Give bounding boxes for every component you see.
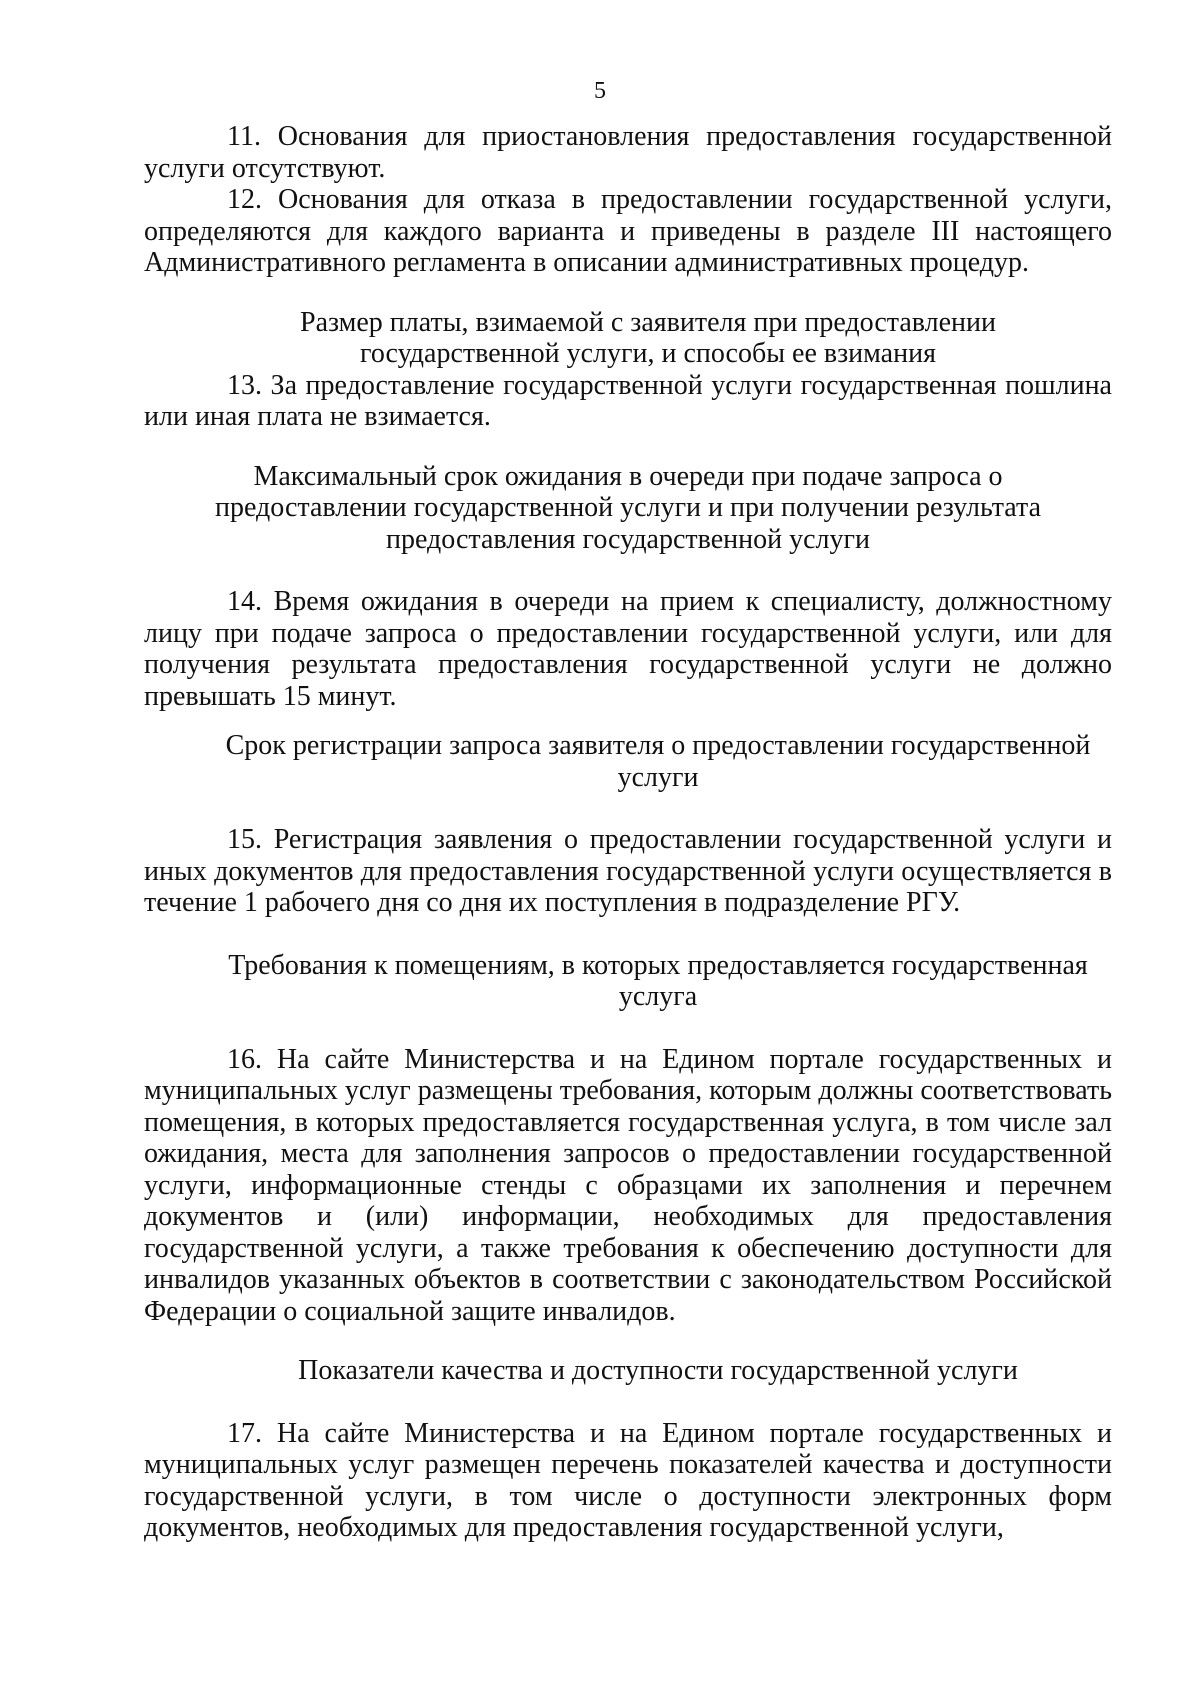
paragraph-15: 15. Регистрация заявления о предоставлении государственной услуги и иных документов для предоставления государственной услуги осуществляется в течение 1 рабочего дня со дня их поступления в подразделение РГУ. [144, 824, 1112, 918]
paragraph-12: 12. Основания для отказа в предоставлении государственной услуги, определяются для каждого варианта и приведены в разделе III настоящего Административного регламента в описании административных процедур. [144, 184, 1112, 278]
paragraph-16: 16. На сайте Министерства и на Едином портале государственных и муниципальных услуг размещены требования, которым должны соответствовать помещения, в которых предоставляется государственная услуга, в том числе зал ожидания, места для заполнения запросов о предоставлении государственной услуги, информационные стенды с образцами их заполнения и перечнем документов и (или) информации, необходимых для предоставления государственной услуги, а также требования к обеспечению доступности для инвалидов указанных объектов в соответствии с законодательством Российской Федерации о социальной защите инвалидов. [144, 1043, 1112, 1327]
paragraph-13: 13. За предоставление государственной услуги государственная пошлина или иная плата не взимается. [144, 369, 1112, 432]
heading-premises: Требования к помещениям, в которых предоставляется государственная услуга [228, 949, 1088, 1012]
paragraph-17: 17. На сайте Министерства и на Едином портале государственных и муниципальных услуг размещен перечень показателей качества и доступности государственной услуги, в том числе о доступности электронных форм документов, необходимых для предоставления государственной услуги, [144, 1417, 1112, 1543]
page-number: 5 [594, 78, 606, 104]
document-body [144, 121, 1112, 1544]
paragraph-14: 14. Время ожидания в очереди на прием к специалисту, должностному лицу при подаче запроса о предоставлении государственной услуги, или для получения результата предоставления государственной услуги не должно превышать 15 минут. [144, 586, 1112, 712]
heading-registration: Срок регистрации запроса заявителя о предоставлении государственной услуги [225, 730, 1091, 793]
heading-queue-time: Максимальный срок ожидания в очереди при подаче запроса о предоставлении государственной услуги и при получении результата предоставления государственной услуги [214, 460, 1042, 555]
paragraph-11: 11. Основания для приостановления предоставления государственной услуги отсутствуют. [144, 121, 1112, 184]
heading-fee: Размер платы, взимаемой с заявителя при предоставлении государственной услуги, и способы ее взимания [300, 306, 996, 369]
heading-quality: Показатели качества и доступности государственной услуги [298, 1355, 1018, 1386]
